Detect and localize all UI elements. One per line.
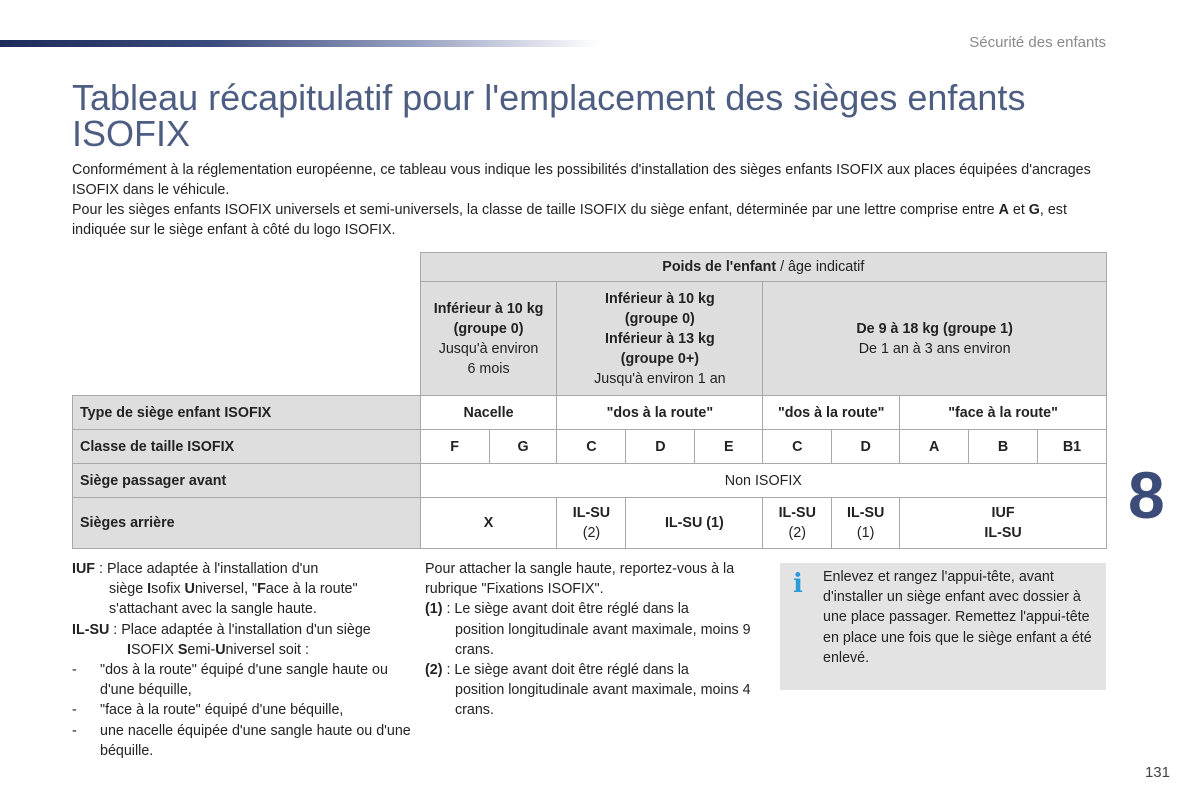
weight-header-cell <box>420 253 1106 282</box>
table-cell: C <box>557 430 626 464</box>
table-blank-cell <box>73 282 421 396</box>
note-bold: U <box>215 641 226 658</box>
intro-text <box>72 160 1112 240</box>
intro-paragraph-2 <box>72 200 1112 240</box>
cell-line: IUF <box>991 505 1015 521</box>
cell-line: IL-SU (1) <box>664 515 724 531</box>
cell-line: (1) <box>856 525 875 541</box>
table-row-groups <box>73 282 1107 396</box>
note-iuf <box>72 559 417 620</box>
table-cell: B1 <box>1037 430 1106 464</box>
note-text: ace à la route" <box>265 581 358 598</box>
list-item-text: une nacelle équipée d'une sangle haute ou d'une béquille. <box>100 722 411 759</box>
group-line: Inférieur à 10 kg <box>605 290 715 307</box>
table-row-rear-seats <box>73 498 1107 549</box>
table-cell <box>626 498 763 549</box>
note-ilsu <box>72 620 417 660</box>
footnote-text: position longitudinale avant maximale, moins 9 crans. <box>455 621 751 658</box>
note-bold: I <box>127 641 131 658</box>
row-header-seat-type: Type de siège enfant ISOFIX <box>73 396 421 430</box>
chapter-number: 8 <box>1128 458 1165 532</box>
note-key: IUF <box>72 561 96 577</box>
info-icon: i <box>793 569 803 599</box>
table-cell: F <box>420 430 489 464</box>
row-header-size-class: Classe de taille ISOFIX <box>73 430 421 464</box>
list-dash: - <box>72 722 77 739</box>
table-cell: D <box>832 430 900 464</box>
footnote-intro: Pour attacher la sangle haute, reportez-vous à la rubrique "Fixations ISOFIX". <box>425 561 735 598</box>
table-cell: "face à la route" <box>900 396 1107 430</box>
table-row-seat-type <box>73 396 1107 430</box>
page-title: Tableau récapitulatif pour l'emplacement des sièges enfants ISOFIX <box>72 77 1026 154</box>
note-line <box>72 620 417 640</box>
table-cell: A <box>900 430 969 464</box>
table-cell: X <box>420 498 557 549</box>
list-dash: - <box>72 702 77 719</box>
note-text: sofix <box>151 581 185 598</box>
group-line: 6 mois <box>467 360 510 377</box>
note-key: IL-SU <box>72 621 110 638</box>
row-header-rear-seats: Sièges arrière <box>73 498 421 549</box>
note-text: SOFIX <box>130 641 178 658</box>
page-number: 131 <box>1144 764 1170 781</box>
table-row-front-seat <box>73 464 1107 498</box>
info-box <box>780 563 1106 690</box>
cell-line: (2) <box>788 525 806 541</box>
cell-line: IL-SU <box>984 525 1022 541</box>
table-cell: C <box>763 430 832 464</box>
intro-bold-letter: G <box>1028 202 1040 218</box>
intro-bold-letter: A <box>998 202 1009 218</box>
table-cell <box>557 498 626 549</box>
footnote-2 <box>425 660 755 680</box>
footnote-1 <box>425 599 755 619</box>
group-line: Inférieur à 13 kg <box>605 330 715 347</box>
info-text: Enlevez et rangez l'appui-tête, avant d'installer un siège enfant avec dossier à une place passager. Remettez l'appui-tête en place une fois que le siège enfant a été enlevé. <box>823 569 1092 666</box>
note-bold: F <box>257 581 266 598</box>
note-line: s'attachant avec la sangle haute. <box>109 601 317 618</box>
group-cell-0plus <box>557 282 763 396</box>
table-cell: "dos à la route" <box>763 396 900 430</box>
note-text: emi- <box>187 641 216 658</box>
note-text: : Place adaptée à l'installation d'un siège <box>109 621 371 638</box>
note-line <box>72 640 417 660</box>
intro-text-span: Pour les sièges enfants ISOFIX universels et semi-universels, la classe de taille ISOFIX du siège enfant, déterminée par une lettre comprise entre <box>72 202 999 218</box>
table-cell <box>900 498 1107 549</box>
note-text: : Place adaptée à l'installation d'un <box>95 561 319 577</box>
group-line: De 1 an à 3 ans environ <box>858 340 1011 357</box>
note-line <box>72 579 417 599</box>
intro-paragraph-1: Conformément à la réglementation européenne, ce tableau vous indique les possibilités d'installation des sièges enfants ISOFIX aux places équipées d'ancrages ISOFIX dans le véhicule. <box>72 162 1091 198</box>
group-cell-1 <box>763 282 1107 396</box>
cell-line: IL-SU <box>778 505 816 521</box>
intro-text-span: , est indiquée sur le siège enfant à côté du logo ISOFIX. <box>72 202 1067 238</box>
note-text: niversel soit : <box>225 641 309 658</box>
weight-header-rest: / âge indicatif <box>776 259 865 275</box>
note-bold: I <box>147 581 152 598</box>
table-blank-cell <box>73 253 421 282</box>
list-item-text: "face à la route" équipé d'une béquille, <box>100 702 344 719</box>
group-line: (groupe 0) <box>453 320 524 337</box>
cell-line: IL-SU <box>572 505 611 521</box>
footnotes <box>425 559 755 721</box>
section-title: Sécurité des enfants <box>969 34 1106 51</box>
weight-header-bold: Poids de l'enfant <box>662 259 777 275</box>
note-bold: S <box>177 641 188 658</box>
table-cell: B <box>969 430 1038 464</box>
legend-notes <box>72 559 417 761</box>
table-row-weight-header <box>73 253 1107 282</box>
note-text: niversel, " <box>194 581 258 598</box>
footnote-key: (1) <box>425 601 443 618</box>
table-row-size-class <box>73 430 1107 464</box>
table-cell: Nacelle <box>420 396 557 430</box>
table-cell: Non ISOFIX <box>420 464 1106 498</box>
table-cell: G <box>489 430 557 464</box>
list-item <box>72 660 417 700</box>
table-cell <box>832 498 900 549</box>
table-cell: "dos à la route" <box>557 396 763 430</box>
table-cell: E <box>695 430 763 464</box>
group-line: Inférieur à 10 kg <box>433 300 544 317</box>
group-line: (groupe 0) <box>624 310 695 327</box>
group-line: Jusqu'à environ 1 an <box>594 370 726 387</box>
note-line <box>72 559 417 579</box>
group-line: De 9 à 18 kg (groupe 1) <box>856 320 1013 337</box>
list-dash: - <box>72 662 77 679</box>
group-line: Jusqu'à environ <box>438 340 539 357</box>
isofix-table <box>72 252 1107 549</box>
footnote-key: (2) <box>425 662 443 679</box>
cell-line: IL-SU <box>847 505 885 521</box>
footnote-text: position longitudinale avant maximale, moins 4 crans. <box>455 682 751 719</box>
list-item <box>72 700 417 720</box>
group-line: (groupe 0+) <box>620 350 699 367</box>
note-text: siège <box>109 581 148 598</box>
list-item <box>72 721 417 761</box>
footnote-text: : Le siège avant doit être réglé dans la <box>442 601 689 618</box>
footnote-text: : Le siège avant doit être réglé dans la <box>442 662 689 679</box>
note-bold: U <box>184 581 195 598</box>
cell-line: (2) <box>582 525 601 541</box>
list-item-text: "dos à la route" équipé d'une sangle haute ou d'une béquille, <box>100 662 388 699</box>
table-cell <box>763 498 832 549</box>
group-cell-0 <box>420 282 557 396</box>
intro-text-span: et <box>1008 202 1029 218</box>
table-cell: D <box>626 430 695 464</box>
row-header-front-seat: Siège passager avant <box>73 464 421 498</box>
header-decorative-bar <box>0 40 600 47</box>
